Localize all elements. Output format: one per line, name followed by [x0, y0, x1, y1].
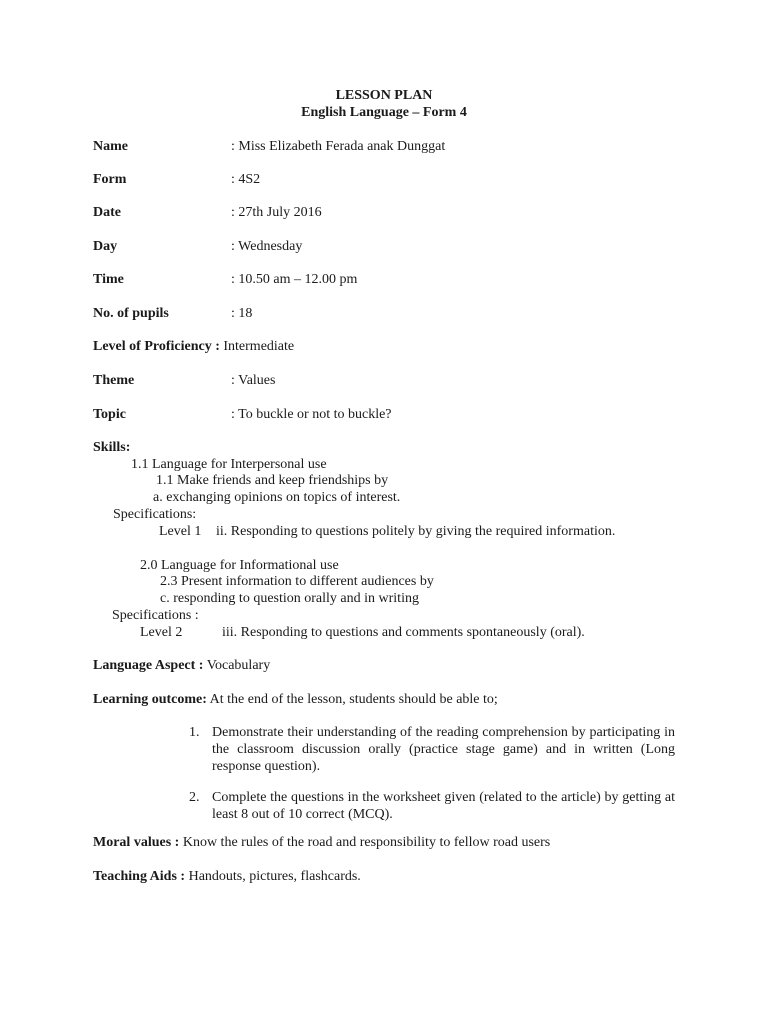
- skill-1-1-a: a. exchanging opinions on topics of interest.: [153, 490, 401, 505]
- learning-outcome: [93, 693, 498, 707]
- language-aspect-value: Vocabulary: [206, 658, 271, 673]
- field-value-proficiency: Intermediate: [223, 339, 295, 354]
- learning-outcome-label: Learning outcome:: [93, 692, 207, 707]
- field-label-name: Name: [93, 139, 128, 154]
- teaching-aids-value: Handouts, pictures, flashcards.: [188, 869, 361, 884]
- specification-1-level: Level 1: [159, 524, 202, 539]
- field-value-name: : Miss Elizabeth Ferada anak Dunggat: [231, 139, 446, 154]
- field-label-date: Date: [93, 205, 121, 220]
- moral-values-label: Moral values :: [93, 835, 180, 850]
- field-value-time: : 10.50 am – 12.00 pm: [231, 272, 358, 287]
- field-value-date: : 27th July 2016: [231, 205, 322, 220]
- field-label-pupils: No. of pupils: [93, 306, 169, 321]
- field-label-theme: Theme: [93, 373, 135, 388]
- specification-2-text: iii. Responding to questions and comments spontaneously (oral).: [222, 625, 585, 640]
- field-value-pupils: : 18: [231, 306, 253, 321]
- document-subtitle: English Language – Form 4: [301, 105, 467, 120]
- specifications-1-label: Specifications:: [113, 507, 197, 522]
- language-aspect-label: Language Aspect :: [93, 658, 204, 673]
- moral-values: [93, 836, 550, 850]
- skill-1-heading: 1.1 Language for Interpersonal use: [131, 457, 327, 472]
- specification-2-level: Level 2: [140, 625, 183, 640]
- skill-2-3-c: c. responding to question orally and in writing: [160, 591, 419, 606]
- language-aspect: [93, 659, 270, 673]
- outcome-item-1-text: Demonstrate their understanding of the reading comprehension by participating in the classroom discussion orally (practice stage game) and in written (Long response question).: [212, 725, 675, 774]
- learning-outcome-intro: At the end of the lesson, students should be able to;: [209, 692, 498, 707]
- field-value-theme: : Values: [231, 373, 276, 388]
- field-proficiency: [93, 340, 294, 354]
- skills-label: Skills:: [93, 440, 131, 455]
- skill-2-heading: 2.0 Language for Informational use: [140, 558, 339, 573]
- teaching-aids-label: Teaching Aids :: [93, 869, 186, 884]
- field-label-time: Time: [93, 272, 124, 287]
- field-value-form: : 4S2: [231, 172, 261, 187]
- specifications-2-label: Specifications :: [112, 608, 199, 623]
- field-label-day: Day: [93, 239, 118, 254]
- outcome-item-2-text: Complete the questions in the worksheet given (related to the article) by getting at least 8 out of 10 correct (MCQ).: [212, 790, 675, 822]
- field-label-topic: Topic: [93, 407, 126, 422]
- outcome-item-1-number: 1.: [189, 725, 200, 740]
- outcome-item-2-number: 2.: [189, 790, 200, 805]
- skill-2-3: 2.3 Present information to different audiences by: [160, 574, 434, 589]
- skill-1-1: 1.1 Make friends and keep friendships by: [156, 473, 389, 488]
- field-label-form: Form: [93, 172, 127, 187]
- document-title: LESSON PLAN: [335, 88, 433, 103]
- field-value-topic: : To buckle or not to buckle?: [231, 407, 392, 422]
- field-label-proficiency: Level of Proficiency :: [93, 339, 220, 354]
- teaching-aids: [93, 870, 361, 884]
- field-value-day: : Wednesday: [231, 239, 303, 254]
- specification-1-text: ii. Responding to questions politely by giving the required information.: [216, 524, 616, 539]
- moral-values-value: Know the rules of the road and responsibility to fellow road users: [182, 835, 551, 850]
